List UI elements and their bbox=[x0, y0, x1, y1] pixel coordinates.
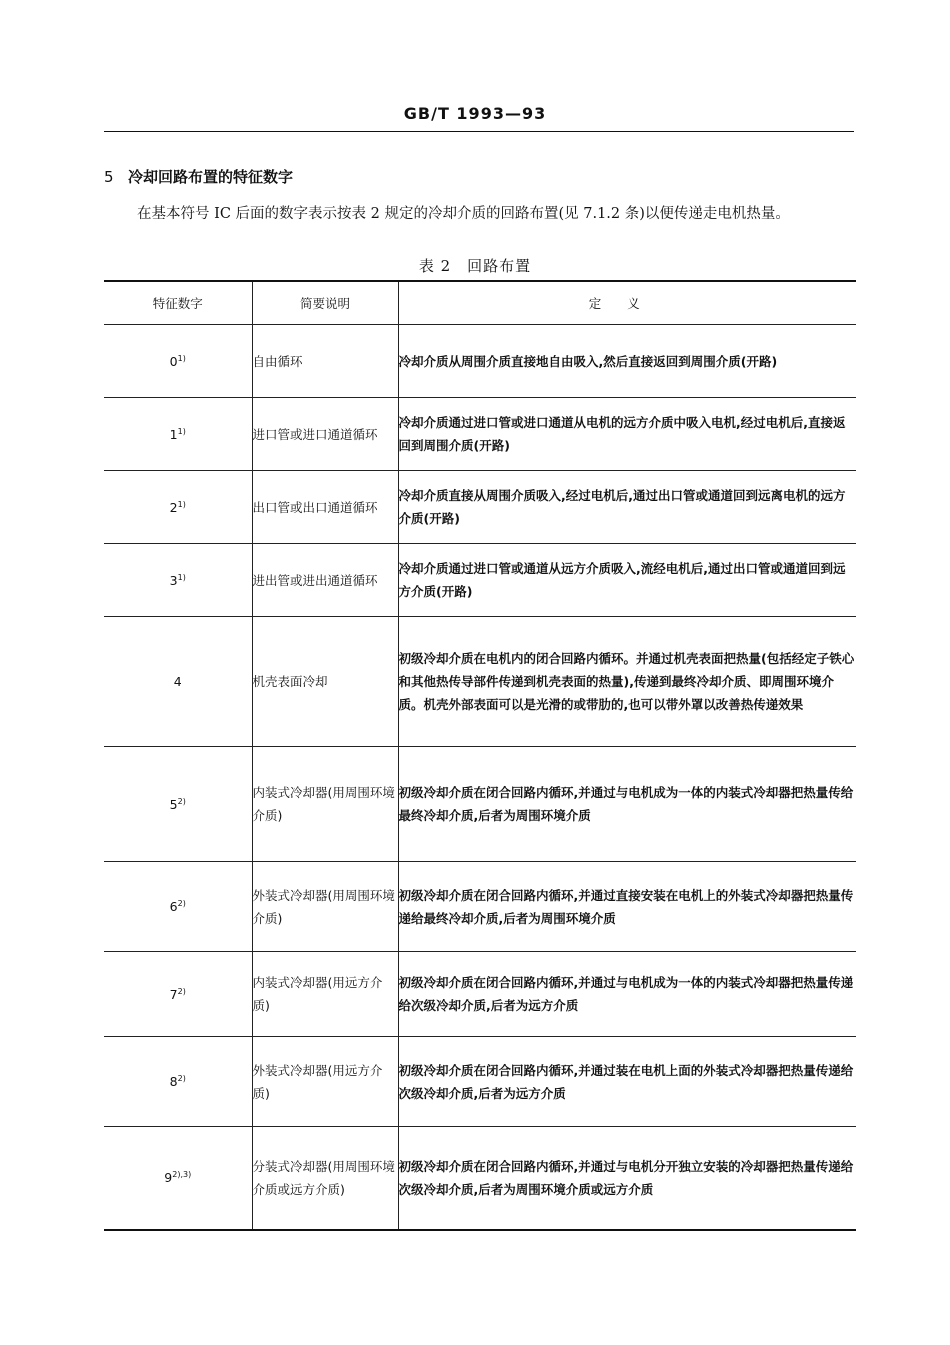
definition-cell: 初级冷却介质在闭合回路内循环,并通过装在电机上面的外装式冷却器把热量传递给次级冷却介质,后者为远方介质 bbox=[398, 1037, 856, 1127]
brief-description-cell: 外装式冷却器(用远方介质) bbox=[252, 1037, 398, 1127]
characteristic-number: 3 bbox=[169, 572, 178, 588]
table-row bbox=[104, 952, 856, 1037]
definition-cell: 初级冷却介质在闭合回路内循环,并通过与电机成为一体的内装式冷却器把热量传给最终冷却介质,后者为周围环境介质 bbox=[398, 747, 856, 862]
characteristic-number-cell bbox=[104, 1127, 252, 1230]
footnote-marker: 2) bbox=[177, 1073, 186, 1083]
brief-description-cell: 机壳表面冷却 bbox=[252, 617, 398, 747]
circuit-arrangement-table bbox=[104, 280, 856, 1231]
definition-cell: 初级冷却介质在电机内的闭合回路内循环。并通过机壳表面把热量(包括经定子铁心和其他热传导部件传递到机壳表面的热量),传递到最终冷却介质、即周围环境介质。机壳外部表面可以是光滑的或带肋的,也可以带外罩以改善热传递效果 bbox=[398, 617, 856, 747]
table-row bbox=[104, 1037, 856, 1127]
section-title: 冷却回路布置的特征数字 bbox=[128, 168, 294, 186]
table-row bbox=[104, 471, 856, 544]
footnote-marker: 1) bbox=[177, 572, 186, 582]
table-row bbox=[104, 544, 856, 617]
brief-description-cell: 外装式冷却器(用周围环境介质) bbox=[252, 862, 398, 952]
characteristic-number: 6 bbox=[169, 899, 178, 914]
header-brief-description: 简要说明 bbox=[252, 281, 398, 325]
characteristic-number: 5 bbox=[169, 796, 178, 812]
definition-cell: 冷却介质通过进口管或通道从远方介质吸入,流经电机后,通过出口管或通道回到远方介质(开路) bbox=[398, 544, 856, 617]
characteristic-number-cell bbox=[104, 952, 252, 1037]
definition-cell: 初级冷却介质在闭合回路内循环,并通过与电机分开独立安装的冷却器把热量传递给次级冷却介质,后者为周围环境介质或远方介质 bbox=[398, 1127, 856, 1230]
footnote-marker: 2) bbox=[177, 796, 186, 806]
characteristic-number-cell bbox=[104, 471, 252, 544]
definition-cell: 冷却介质直接从周围介质吸入,经过电机后,通过出口管或通道回到远离电机的远方介质(开路) bbox=[398, 471, 856, 544]
definition-cell: 冷却介质从周围介质直接地自由吸入,然后直接返回到周围介质(开路) bbox=[398, 325, 856, 398]
table-row bbox=[104, 398, 856, 471]
definition-cell: 初级冷却介质在闭合回路内循环,并通过与电机成为一体的内装式冷却器把热量传递给次级冷却介质,后者为远方介质 bbox=[398, 952, 856, 1037]
characteristic-number-cell bbox=[104, 747, 252, 862]
characteristic-number-cell bbox=[104, 1037, 252, 1127]
brief-description-cell: 内装式冷却器(用远方介质) bbox=[252, 952, 398, 1037]
section-heading bbox=[104, 166, 293, 187]
characteristic-number: 0 bbox=[169, 353, 178, 369]
table-row bbox=[104, 862, 856, 952]
characteristic-number-cell bbox=[104, 617, 252, 747]
footnote-marker: 2) bbox=[177, 986, 186, 996]
header-rule bbox=[104, 131, 854, 132]
characteristic-number-cell bbox=[104, 325, 252, 398]
characteristic-number-cell bbox=[104, 544, 252, 617]
body-paragraph: 在基本符号 IC 后面的数字表示按表 2 规定的冷却介质的回路布置(见 7.1.2 条)以便传递走电机热量。 bbox=[137, 206, 790, 222]
characteristic-number: 1 bbox=[169, 426, 178, 442]
header-characteristic-number: 特征数字 bbox=[104, 281, 252, 325]
table-row bbox=[104, 617, 856, 747]
characteristic-number-cell bbox=[104, 862, 252, 952]
section-number: 5 bbox=[104, 168, 114, 186]
characteristic-number: 4 bbox=[173, 674, 182, 689]
table-row bbox=[104, 1127, 856, 1230]
characteristic-number: 7 bbox=[169, 986, 178, 1002]
definition-cell: 初级冷却介质在闭合回路内循环,并通过直接安装在电机上的外装式冷却器把热量传递给最终冷却介质,后者为周围环境介质 bbox=[398, 862, 856, 952]
characteristic-number-cell bbox=[104, 398, 252, 471]
table-header-row bbox=[104, 281, 856, 325]
brief-description-cell: 进口管或进口通道循环 bbox=[252, 398, 398, 471]
table-row bbox=[104, 325, 856, 398]
characteristic-number: 2 bbox=[169, 499, 178, 515]
brief-description-cell: 出口管或出口通道循环 bbox=[252, 471, 398, 544]
table-row bbox=[104, 747, 856, 862]
standard-number-header: GB/T 1993—93 bbox=[403, 104, 547, 123]
footnote-marker: 1) bbox=[177, 353, 186, 363]
header-definition: 定义 bbox=[398, 281, 856, 325]
characteristic-number: 8 bbox=[169, 1074, 178, 1089]
brief-description-cell: 内装式冷却器(用周围环境介质) bbox=[252, 747, 398, 862]
brief-description-cell: 分装式冷却器(用周围环境介质或远方介质) bbox=[252, 1127, 398, 1230]
footnote-marker: 2),3) bbox=[172, 1170, 192, 1180]
brief-description-cell: 进出管或进出通道循环 bbox=[252, 544, 398, 617]
brief-description-cell: 自由循环 bbox=[252, 325, 398, 398]
footnote-marker: 1) bbox=[177, 499, 186, 509]
footnote-marker: 2) bbox=[177, 898, 186, 908]
table-caption: 表 2 回路布置 bbox=[418, 257, 532, 275]
footnote-marker: 1) bbox=[177, 426, 186, 436]
characteristic-number: 9 bbox=[164, 1170, 173, 1186]
definition-cell: 冷却介质通过进口管或进口通道从电机的远方介质中吸入电机,经过电机后,直接返回到周围介质(开路) bbox=[398, 398, 856, 471]
table-body bbox=[104, 325, 856, 1230]
